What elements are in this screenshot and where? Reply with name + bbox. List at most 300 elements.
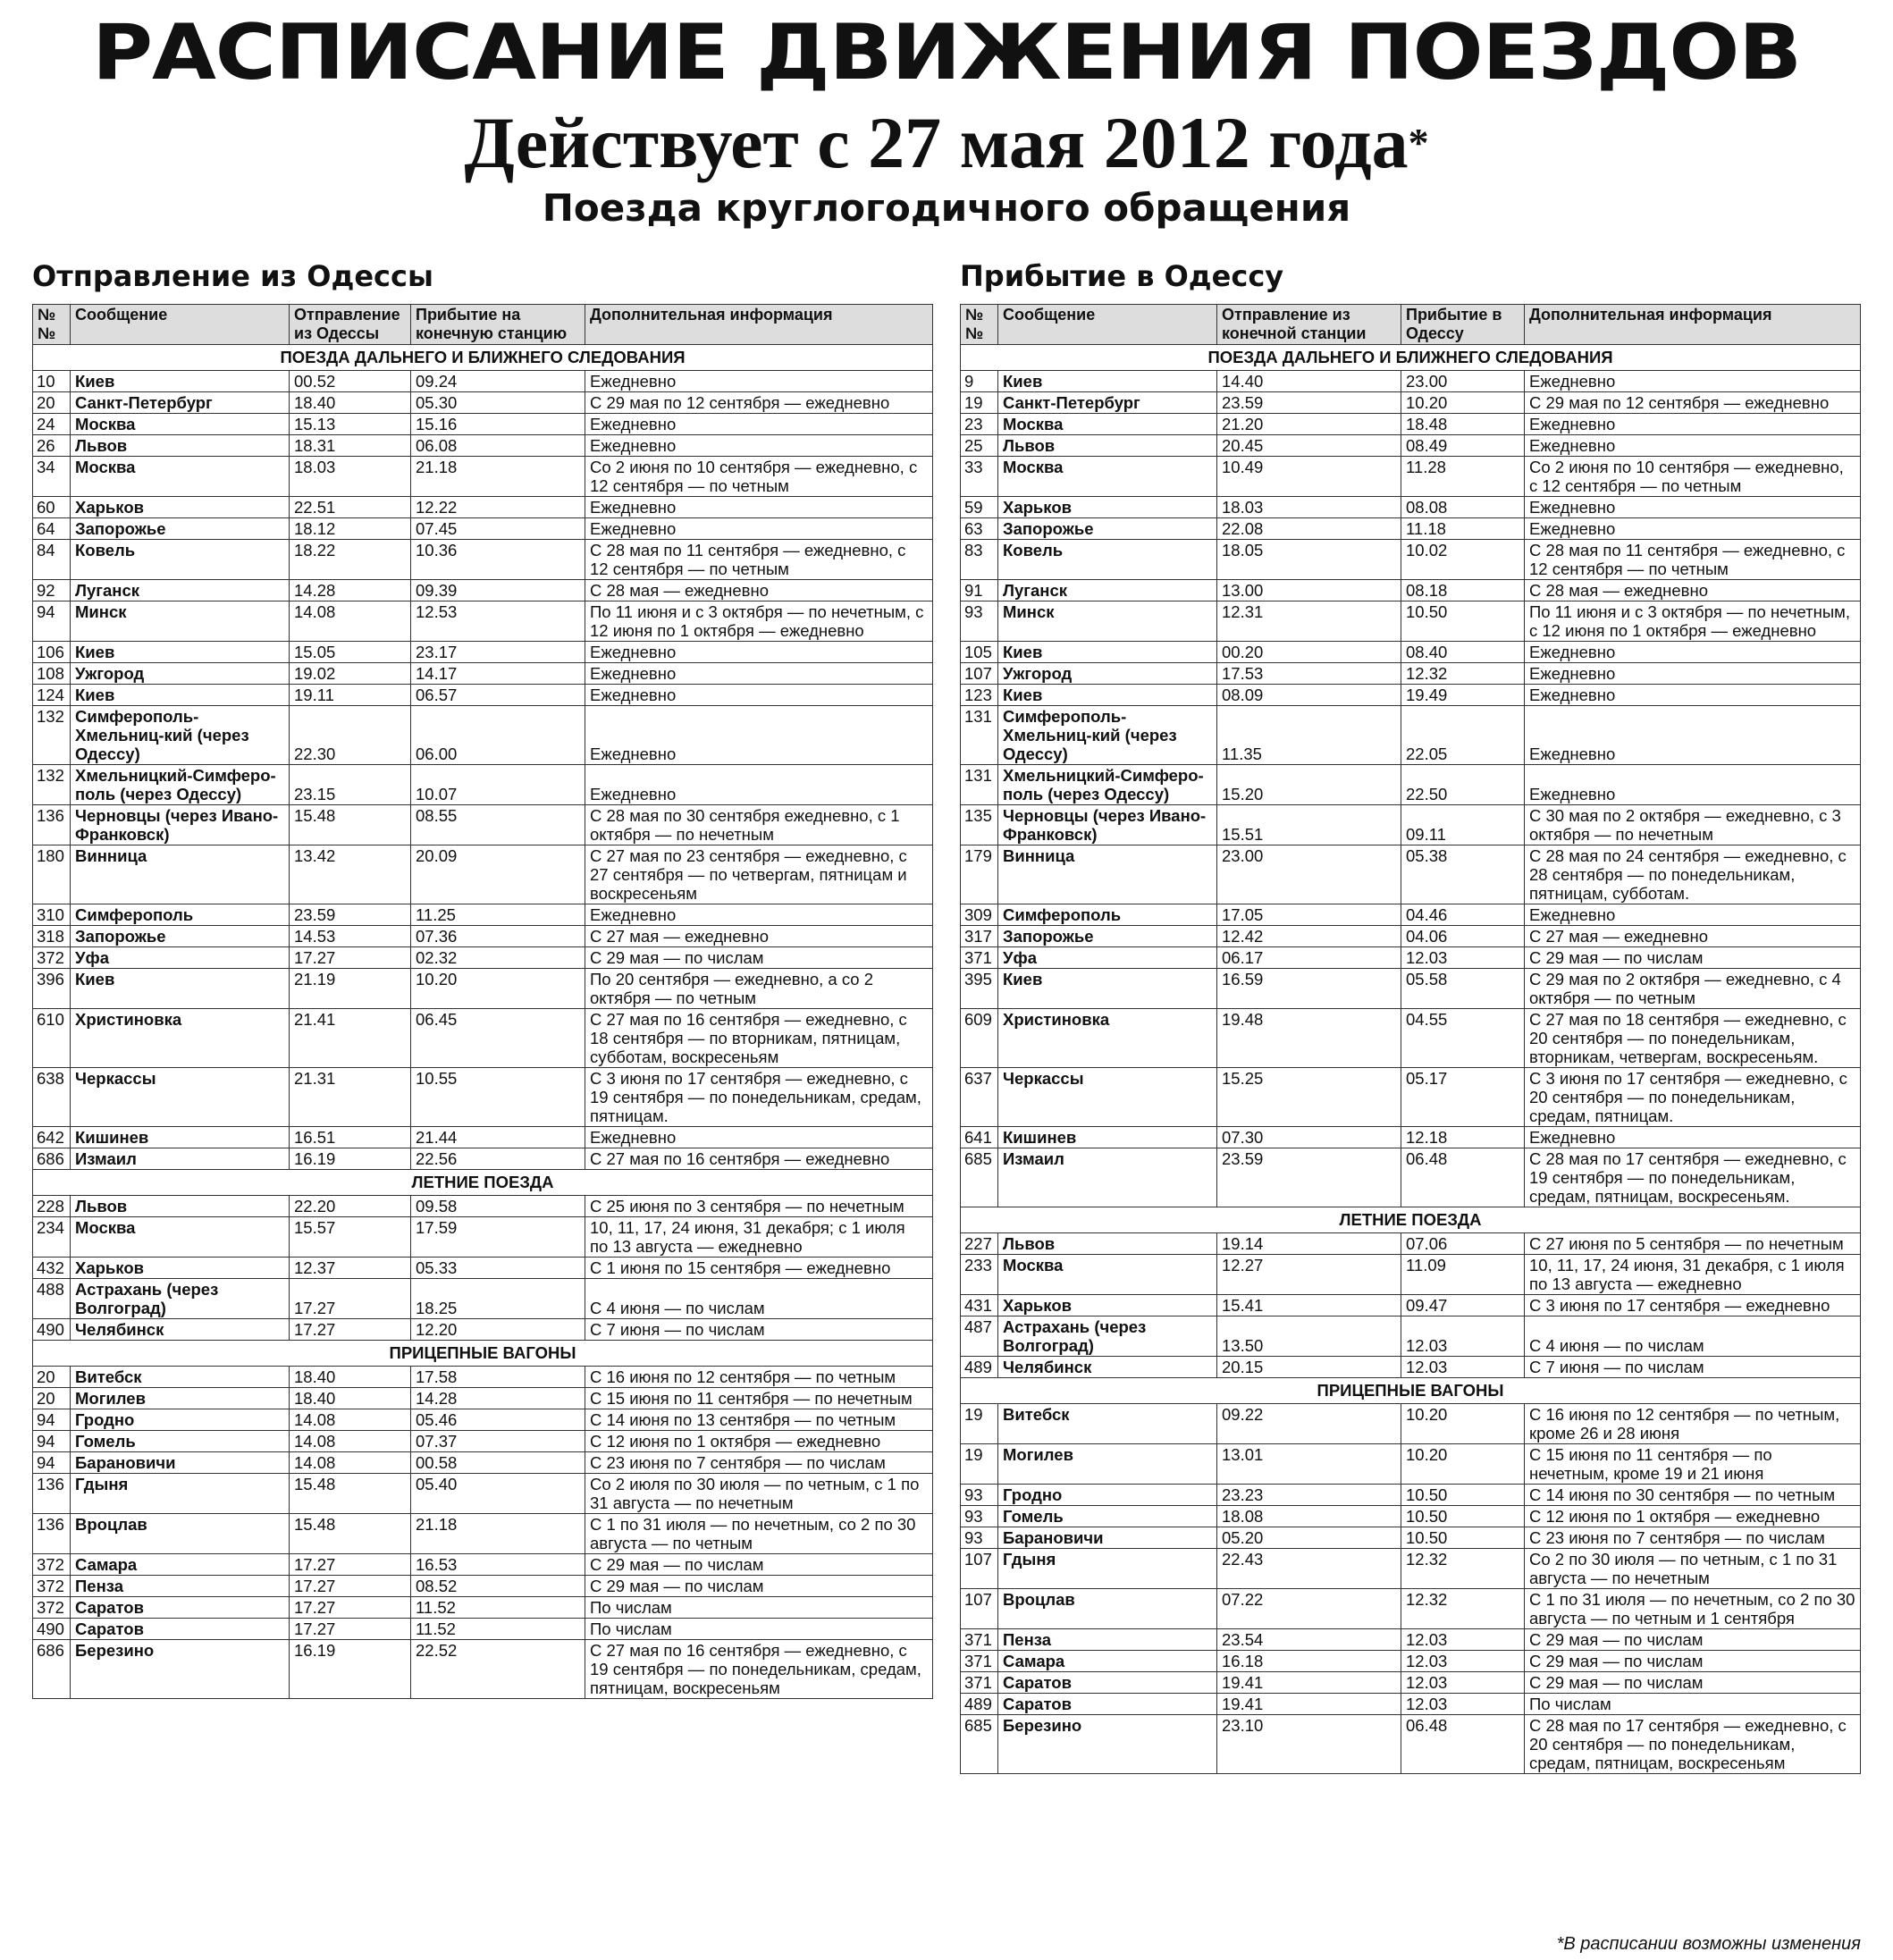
route-name: Запорожье: [71, 518, 290, 540]
table-row: [33, 540, 933, 580]
departure-time: 22.20: [290, 1196, 411, 1217]
additional-info: С 15 июня по 11 сентября — по нечетным: [585, 1388, 933, 1409]
table-row: [33, 1388, 933, 1409]
additional-info: Ежедневно: [1525, 497, 1861, 518]
route-name: Кишинев: [71, 1127, 290, 1148]
table-row: [33, 1217, 933, 1258]
additional-info: С 27 мая — ежедневно: [1525, 926, 1861, 947]
departure-time: 23.59: [1217, 392, 1401, 414]
route-name: Львов: [71, 435, 290, 457]
section-title: ЛЕТНИЕ ПОЕЗДА: [961, 1207, 1861, 1233]
departure-time: 18.03: [290, 457, 411, 497]
table-row: [33, 457, 933, 497]
arrival-time: 12.53: [411, 601, 585, 642]
arrival-time: 08.40: [1401, 642, 1525, 663]
arrival-time: 09.24: [411, 371, 585, 392]
train-number: 92: [33, 580, 71, 601]
additional-info: По 11 июня и с 3 октября — по нечетным, с 12 июня по 1 октября — ежедневно: [585, 601, 933, 642]
train-number: 94: [33, 1452, 71, 1474]
header-info: Дополнительная информация: [1525, 305, 1861, 345]
route-name: Минск: [71, 601, 290, 642]
route-name: Харьков: [71, 497, 290, 518]
departure-time: 18.05: [1217, 540, 1401, 580]
train-number: 93: [961, 1485, 998, 1506]
train-number: 135: [961, 805, 998, 845]
departure-time: 23.15: [290, 765, 411, 805]
departure-time: 19.48: [1217, 1009, 1401, 1068]
arrival-time: 09.58: [411, 1196, 585, 1217]
arrival-time: 17.58: [411, 1367, 585, 1388]
train-number: 19: [961, 1404, 998, 1444]
route-name: Гомель: [998, 1506, 1217, 1527]
table-row: [961, 371, 1861, 392]
additional-info: С 28 мая по 17 сентября — ежедневно, с 19 сентября — по понедельникам, средам, пятницам, воскресеньям.: [1525, 1148, 1861, 1207]
arrival-time: 11.18: [1401, 518, 1525, 540]
table-row: [33, 1258, 933, 1279]
departure-time: 17.27: [290, 1554, 411, 1576]
arrival-time: 09.39: [411, 580, 585, 601]
departure-time: 23.59: [1217, 1148, 1401, 1207]
arrival-time: 11.52: [411, 1597, 585, 1619]
route-name: Санкт-Петербург: [998, 392, 1217, 414]
departure-time: 15.05: [290, 642, 411, 663]
table-row: [961, 1444, 1861, 1485]
arrival-time: 04.55: [1401, 1009, 1525, 1068]
train-number: 25: [961, 435, 998, 457]
arrival-time: 10.50: [1401, 1485, 1525, 1506]
arrival-time: 12.32: [1401, 1549, 1525, 1589]
departure-time: 11.35: [1217, 706, 1401, 765]
additional-info: С 14 июня по 30 сентября — по четным: [1525, 1485, 1861, 1506]
additional-info: С 29 мая по 12 сентября — ежедневно: [1525, 392, 1861, 414]
table-row: [961, 457, 1861, 497]
header-num: № №: [961, 305, 998, 345]
departure-time: 18.40: [290, 392, 411, 414]
train-number: 19: [961, 392, 998, 414]
route-name: Москва: [998, 1255, 1217, 1295]
table-row: [961, 765, 1861, 805]
additional-info: С 7 июня — по числам: [1525, 1357, 1861, 1378]
additional-info: С 29 мая по 2 октября — ежедневно, с 4 октября — по четным: [1525, 969, 1861, 1009]
arrival-time: 04.46: [1401, 904, 1525, 926]
section-title: ПРИЦЕПНЫЕ ВАГОНЫ: [33, 1341, 933, 1367]
additional-info: С 1 по 31 июля — по нечетным, со 2 по 30 августа — по четным: [585, 1514, 933, 1554]
departure-time: 21.19: [290, 969, 411, 1009]
arrival-time: 12.03: [1401, 947, 1525, 969]
arrival-time: 10.20: [1401, 1444, 1525, 1485]
table-row: [961, 1357, 1861, 1378]
table-row: [961, 805, 1861, 845]
route-name: Киев: [998, 371, 1217, 392]
table-row: [961, 518, 1861, 540]
train-number: 132: [33, 706, 71, 765]
table-row: [33, 1452, 933, 1474]
departure-time: 10.49: [1217, 457, 1401, 497]
additional-info: С 3 июня по 17 сентября — ежедневно, с 19 сентября — по понедельникам, средам, пятницам.: [585, 1068, 933, 1127]
additional-info: Ежедневно: [585, 765, 933, 805]
departure-time: 18.40: [290, 1388, 411, 1409]
departure-time: 12.27: [1217, 1255, 1401, 1295]
additional-info: 10, 11, 17, 24 июня, 31 декабря, с 1 июля по 13 августа — ежедневно: [1525, 1255, 1861, 1295]
departure-time: 12.31: [1217, 601, 1401, 642]
additional-info: Ежедневно: [1525, 414, 1861, 435]
train-number: 93: [961, 1527, 998, 1549]
train-number: 609: [961, 1009, 998, 1068]
table-row: [961, 414, 1861, 435]
arrival-time: 09.47: [1401, 1295, 1525, 1316]
route-name: Москва: [998, 414, 1217, 435]
additional-info: 10, 11, 17, 24 июня, 31 декабря; с 1 июля по 13 августа — ежедневно: [585, 1217, 933, 1258]
departure-time: 13.42: [290, 845, 411, 904]
train-number: 372: [33, 1597, 71, 1619]
departure-time: 18.40: [290, 1367, 411, 1388]
train-number: 642: [33, 1127, 71, 1148]
table-row: [961, 1404, 1861, 1444]
train-number: 26: [33, 435, 71, 457]
route-name: Христиновка: [71, 1009, 290, 1068]
additional-info: С 27 мая по 16 сентября — ежедневно, с 19 сентября — по понедельникам, средам, пятницам, воскресеньям: [585, 1640, 933, 1699]
additional-info: С 1 по 31 июля — по нечетным, со 2 по 30 августа — по четным и 1 сентября: [1525, 1589, 1861, 1629]
additional-info: С 4 июня — по числам: [1525, 1316, 1861, 1357]
train-number: 317: [961, 926, 998, 947]
additional-info: С 29 мая — по числам: [585, 947, 933, 969]
departure-time: 15.51: [1217, 805, 1401, 845]
page-subheading: Поезда круглогодичного обращения: [542, 186, 1351, 230]
section-header-row: [33, 1341, 933, 1367]
train-number: 372: [33, 1554, 71, 1576]
arrival-time: 07.37: [411, 1431, 585, 1452]
train-number: 685: [961, 1715, 998, 1774]
additional-info: Ежедневно: [1525, 685, 1861, 706]
train-number: 20: [33, 1367, 71, 1388]
route-name: Вроцлав: [71, 1514, 290, 1554]
table-row: [33, 805, 933, 845]
additional-info: Ежедневно: [1525, 435, 1861, 457]
section-header-row: [961, 1207, 1861, 1233]
table-row: [961, 1629, 1861, 1651]
train-number: 309: [961, 904, 998, 926]
arrival-time: 22.52: [411, 1640, 585, 1699]
arrival-time: 11.28: [1401, 457, 1525, 497]
table-row: [961, 1255, 1861, 1295]
route-name: Симферополь: [998, 904, 1217, 926]
additional-info: Ежедневно: [585, 706, 933, 765]
train-number: 20: [33, 1388, 71, 1409]
route-name: Киев: [998, 685, 1217, 706]
train-number: 233: [961, 1255, 998, 1295]
train-number: 136: [33, 1474, 71, 1514]
departure-time: 16.19: [290, 1640, 411, 1699]
arrival-time: 21.18: [411, 457, 585, 497]
train-number: 19: [961, 1444, 998, 1485]
table-row: [33, 371, 933, 392]
table-row: [33, 1514, 933, 1554]
route-name: Уфа: [71, 947, 290, 969]
departure-time: 13.01: [1217, 1444, 1401, 1485]
arrival-time: 06.48: [1401, 1148, 1525, 1207]
additional-info: Ежедневно: [585, 435, 933, 457]
train-number: 10: [33, 371, 71, 392]
route-name: Измаил: [998, 1148, 1217, 1207]
table-header-row: [961, 305, 1861, 345]
train-number: 488: [33, 1279, 71, 1319]
train-number: 610: [33, 1009, 71, 1068]
departure-time: 14.28: [290, 580, 411, 601]
train-number: 136: [33, 1514, 71, 1554]
arrival-time: 12.22: [411, 497, 585, 518]
departure-time: 15.48: [290, 805, 411, 845]
additional-info: С 27 мая по 23 сентября — ежедневно, с 27 сентября — по четвергам, пятницам и воскресеньям: [585, 845, 933, 904]
route-name: Хмельницкий-Симферо-поль (через Одессу): [71, 765, 290, 805]
section-header-row: [33, 345, 933, 371]
route-name: Вроцлав: [998, 1589, 1217, 1629]
additional-info: Ежедневно: [585, 642, 933, 663]
section-header-row: [961, 345, 1861, 371]
table-row: [961, 1068, 1861, 1127]
departure-time: 09.22: [1217, 1404, 1401, 1444]
arrival-time: 18.48: [1401, 414, 1525, 435]
departure-time: 16.18: [1217, 1651, 1401, 1672]
train-number: 371: [961, 1651, 998, 1672]
departure-time: 17.27: [290, 1597, 411, 1619]
departure-time: 14.08: [290, 1409, 411, 1431]
train-number: 132: [33, 765, 71, 805]
table-row: [33, 601, 933, 642]
train-number: 94: [33, 1409, 71, 1431]
additional-info: С 23 июня по 7 сентября — по числам: [1525, 1527, 1861, 1549]
train-number: 124: [33, 685, 71, 706]
route-name: Ковель: [71, 540, 290, 580]
train-number: 108: [33, 663, 71, 685]
departure-time: 18.08: [1217, 1506, 1401, 1527]
route-name: Барановичи: [71, 1452, 290, 1474]
departure-time: 15.41: [1217, 1295, 1401, 1316]
additional-info: По числам: [585, 1597, 933, 1619]
additional-info: С 28 мая — ежедневно: [585, 580, 933, 601]
table-row: [961, 1506, 1861, 1527]
table-row: [33, 947, 933, 969]
section-title: ПОЕЗДА ДАЛЬНЕГО И БЛИЖНЕГО СЛЕДОВАНИЯ: [961, 345, 1861, 371]
departure-table: [32, 304, 933, 1699]
additional-info: Ежедневно: [1525, 765, 1861, 805]
train-number: 24: [33, 414, 71, 435]
additional-info: Со 2 по 30 июля — по четным, с 1 по 31 августа — по нечетным: [1525, 1549, 1861, 1589]
additional-info: С 29 мая по 12 сентября — ежедневно: [585, 392, 933, 414]
departure-time: 06.17: [1217, 947, 1401, 969]
train-number: 9: [961, 371, 998, 392]
route-name: Запорожье: [71, 926, 290, 947]
arrival-time: 00.58: [411, 1452, 585, 1474]
section-header-row: [33, 1170, 933, 1196]
table-row: [961, 497, 1861, 518]
train-number: 20: [33, 392, 71, 414]
train-number: 490: [33, 1319, 71, 1341]
train-number: 372: [33, 1576, 71, 1597]
departure-time: 15.48: [290, 1514, 411, 1554]
route-name: Астрахань (через Волгоград): [71, 1279, 290, 1319]
arrival-time: 10.20: [411, 969, 585, 1009]
departure-time: 15.13: [290, 414, 411, 435]
arrival-time: 05.17: [1401, 1068, 1525, 1127]
table-row: [33, 1640, 933, 1699]
additional-info: С 29 мая — по числам: [1525, 1629, 1861, 1651]
route-name: Астрахань (через Волгоград): [998, 1316, 1217, 1357]
route-name: Ужгород: [71, 663, 290, 685]
departure-time: 23.10: [1217, 1715, 1401, 1774]
arrival-time: 14.17: [411, 663, 585, 685]
route-name: Минск: [998, 601, 1217, 642]
arrival-table: [960, 304, 1861, 1774]
arrival-time: 06.00: [411, 706, 585, 765]
departure-time: 16.51: [290, 1127, 411, 1148]
table-row: [961, 969, 1861, 1009]
departure-time: 15.25: [1217, 1068, 1401, 1127]
arrival-time: 12.03: [1401, 1672, 1525, 1694]
departure-time: 19.11: [290, 685, 411, 706]
table-row: [961, 601, 1861, 642]
table-row: [961, 1589, 1861, 1629]
header-departure: Отправление из конечной станции: [1217, 305, 1401, 345]
departure-column: [32, 254, 933, 1699]
table-row: [33, 497, 933, 518]
header-arrival: Прибытие на конечную станцию: [411, 305, 585, 345]
table-row: [33, 642, 933, 663]
additional-info: С 27 июня по 5 сентября — по нечетным: [1525, 1233, 1861, 1255]
arrival-time: 06.08: [411, 435, 585, 457]
route-name: Саратов: [71, 1619, 290, 1640]
table-row: [33, 414, 933, 435]
train-number: 637: [961, 1068, 998, 1127]
table-row: [33, 518, 933, 540]
additional-info: С 29 мая — по числам: [1525, 947, 1861, 969]
additional-info: Ежедневно: [585, 518, 933, 540]
additional-info: По числам: [585, 1619, 933, 1640]
table-row: [961, 904, 1861, 926]
arrival-time: 11.25: [411, 904, 585, 926]
additional-info: Ежедневно: [1525, 706, 1861, 765]
route-name: Москва: [71, 414, 290, 435]
departure-time: 14.40: [1217, 371, 1401, 392]
table-row: [961, 1009, 1861, 1068]
train-number: 228: [33, 1196, 71, 1217]
additional-info: С 30 мая по 2 октября — ежедневно, с 3 октября — по нечетным: [1525, 805, 1861, 845]
arrival-time: 16.53: [411, 1554, 585, 1576]
table-row: [961, 1316, 1861, 1357]
departure-time: 07.22: [1217, 1589, 1401, 1629]
train-number: 59: [961, 497, 998, 518]
arrival-time: 08.49: [1401, 435, 1525, 457]
route-name: Винница: [998, 845, 1217, 904]
table-row: [33, 969, 933, 1009]
arrival-time: 10.55: [411, 1068, 585, 1127]
table-row: [33, 1474, 933, 1514]
departure-heading: Отправление из Одессы: [32, 259, 433, 293]
route-name: Черновцы (через Ивано-Франковск): [998, 805, 1217, 845]
route-name: Черновцы (через Ивано-Франковск): [71, 805, 290, 845]
departure-time: 20.45: [1217, 435, 1401, 457]
section-header-row: [961, 1378, 1861, 1404]
route-name: Саратов: [998, 1672, 1217, 1694]
additional-info: С 29 мая — по числам: [1525, 1651, 1861, 1672]
train-number: 638: [33, 1068, 71, 1127]
route-name: Ужгород: [998, 663, 1217, 685]
route-name: Гомель: [71, 1431, 290, 1452]
route-name: Самара: [71, 1554, 290, 1576]
header-route: Сообщение: [998, 305, 1217, 345]
route-name: Пенза: [71, 1576, 290, 1597]
departure-time: 15.48: [290, 1474, 411, 1514]
departure-time: 22.08: [1217, 518, 1401, 540]
additional-info: Ежедневно: [585, 1127, 933, 1148]
departure-time: 05.20: [1217, 1527, 1401, 1549]
arrival-time: 12.03: [1401, 1694, 1525, 1715]
train-number: 131: [961, 706, 998, 765]
additional-info: С 28 мая по 24 сентября — ежедневно, с 28 сентября — по понедельникам, пятницам, субботам.: [1525, 845, 1861, 904]
route-name: Винница: [71, 845, 290, 904]
additional-info: С 27 мая по 16 сентября — ежедневно, с 18 сентября — по вторникам, пятницам, субботам, воскресеньям: [585, 1009, 933, 1068]
route-name: Киев: [71, 685, 290, 706]
table-row: [961, 1672, 1861, 1694]
train-number: 93: [961, 601, 998, 642]
train-number: 371: [961, 947, 998, 969]
train-number: 179: [961, 845, 998, 904]
arrival-time: 15.16: [411, 414, 585, 435]
table-row: [961, 1295, 1861, 1316]
additional-info: Ежедневно: [585, 685, 933, 706]
additional-info: Ежедневно: [1525, 1127, 1861, 1148]
departure-time: 17.27: [290, 1576, 411, 1597]
train-number: 84: [33, 540, 71, 580]
table-row: [33, 1619, 933, 1640]
train-number: 107: [961, 1549, 998, 1589]
train-number: 107: [961, 1589, 998, 1629]
train-number: 60: [33, 497, 71, 518]
train-number: 686: [33, 1640, 71, 1699]
table-row: [961, 1485, 1861, 1506]
train-number: 83: [961, 540, 998, 580]
arrival-time: 10.50: [1401, 1506, 1525, 1527]
arrival-time: 22.05: [1401, 706, 1525, 765]
arrival-time: 08.18: [1401, 580, 1525, 601]
table-row: [33, 1148, 933, 1170]
departure-time: 21.41: [290, 1009, 411, 1068]
train-number: 227: [961, 1233, 998, 1255]
table-row: [961, 926, 1861, 947]
train-number: 371: [961, 1672, 998, 1694]
route-name: Могилев: [998, 1444, 1217, 1485]
table-row: [33, 1009, 933, 1068]
table-row: [961, 540, 1861, 580]
route-name: Симферополь-Хмельниц-кий (через Одессу): [71, 706, 290, 765]
additional-info: С 28 мая по 11 сентября — ежедневно, с 12 сентября — по четным: [1525, 540, 1861, 580]
table-row: [961, 1549, 1861, 1589]
arrival-time: 12.03: [1401, 1357, 1525, 1378]
additional-info: С 4 июня — по числам: [585, 1279, 933, 1319]
train-number: 310: [33, 904, 71, 926]
train-number: 64: [33, 518, 71, 540]
table-row: [961, 685, 1861, 706]
train-number: 489: [961, 1357, 998, 1378]
route-name: Гдыня: [71, 1474, 290, 1514]
table-row: [33, 1279, 933, 1319]
arrival-time: 06.45: [411, 1009, 585, 1068]
arrival-time: 05.40: [411, 1474, 585, 1514]
route-name: Луганск: [998, 580, 1217, 601]
departure-time: 14.08: [290, 1431, 411, 1452]
departure-time: 20.15: [1217, 1357, 1401, 1378]
additional-info: Ежедневно: [1525, 518, 1861, 540]
train-number: 106: [33, 642, 71, 663]
